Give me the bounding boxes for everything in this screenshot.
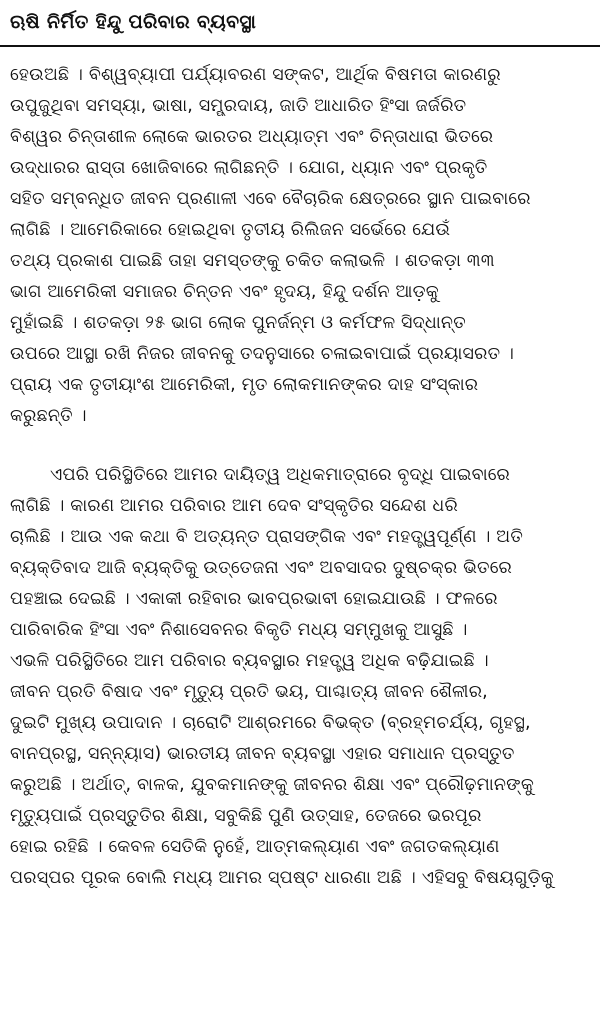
text-line: ଦୁଇଟି ମୁଖ୍ୟ ଉପାଦାନ । ଚାରୋଟି ଆଶ୍ରମରେ ବିଭକ୍ତ (ବ୍ରହ୍ମଚର୍ଯ୍ୟ, ଗୃହସ୍ଥ, — [10, 713, 531, 733]
text-line: ପରସ୍ପର ପୂରକ ବୋଲି ମଧ୍ୟ ଆମର ସ୍ପଷ୍ଟ ଧାରଣା ଅଛି । ଏହିସବୁ ବିଷୟଗୁଡ଼ିକୁ — [10, 868, 554, 888]
text-line: କରୁଛନ୍ତି । — [10, 406, 87, 426]
page-title: ଋଷି ନିର୍ମିତ ହିନ୍ଦୁ ପରିବାର ବ୍ୟବସ୍ଥା — [10, 11, 257, 33]
text-line: ପାରିବାରିକ ହିଂସା ଏବଂ ନିଶାସେବନର ବିକୃତି ମଧ୍ୟ ସମ୍ମୁଖକୁ ଆସୁଛି । — [10, 620, 468, 640]
text-line: ବିଶ୍ୱର ଚିନ୍ତାଶୀଳ ଲୋକେ ଭାରତର ଅଧ୍ୟାତ୍ମ ଏବଂ ଚିନ୍ତାଧାରା ଭିତରେ — [10, 127, 494, 147]
paragraph-1 — [10, 60, 592, 432]
text-line: ମୁହାଁଇଛି । ଶତକଡ଼ା ୨୫ ଭାଗ ଲୋକ ପୁନର୍ଜନ୍ମ ଓ କର୍ମଫଳ ସିଦ୍ଧାନ୍ତ — [10, 313, 466, 333]
text-line: ଲାଗିଛି । ଆମେରିକାରେ ହୋଇଥିବା ତୃତୀୟ ରିଲିଜନ ସର୍ଭେରେ ଯେଉଁ — [10, 220, 451, 240]
text-line: ଭାଗ ଆମେରିକୀ ସମାଜର ଚିନ୍ତନ ଏବଂ ହୃଦୟ, ହିନ୍ଦୁ ଦର୍ଶନ ଆଡ଼କୁ — [10, 282, 439, 302]
text-line: ଉଦ୍ଧାରର ରାସ୍ତା ଖୋଜିବାରେ ଲାଗିଛନ୍ତି । ଯୋଗ, ଧ୍ୟାନ ଏବଂ ପ୍ରକୃତି — [10, 158, 488, 178]
text-line: ବାନପ୍ରସ୍ଥ, ସନ୍ନ୍ୟାସ) ଭାରତୀୟ ଜୀବନ ବ୍ୟବସ୍ଥା ଏହାର ସମାଧାନ ପ୍ରସ୍ତୁତ — [10, 744, 515, 764]
text-line: ତଥ୍ୟ ପ୍ରକାଶ ପାଇଛି ତାହା ସମସ୍ତଙ୍କୁ ଚକିତ କଲାଭଳି । ଶତକଡ଼ା ୩୩ — [10, 251, 495, 271]
body-text — [10, 60, 592, 894]
text-line: ଏପରି ପରିସ୍ଥିତିରେ ଆମର ଦାୟିତ୍ୱ ଅଧିକମାତ୍ରାରେ ବୃଦ୍ଧି ପାଇବାରେ — [50, 465, 511, 485]
text-line: ଚାଲିଛି । ଆଉ ଏକ କଥା ବି ଅତ୍ୟନ୍ତ ପ୍ରାସଙ୍ଗିକ ଏବଂ ମହତ୍ତ୍ୱପୂର୍ଣ୍ଣ । ଅତି — [10, 527, 523, 547]
paragraph-2 — [10, 460, 592, 894]
text-line: ମୃତ୍ୟୁପାଇଁ ପ୍ରସ୍ତୁତିର ଶିକ୍ଷା, ସବୁକିଛି ପୁଣି ଉତ୍ସାହ, ତେଜରେ ଭରପୂର — [10, 806, 482, 826]
text-line: ହୋଇ ରହିଛି । କେବଳ ସେତିକି ନୁହେଁ, ଆତ୍ମକଲ୍ୟାଣ ଏବଂ ଜଗତକଲ୍ୟାଣ — [10, 837, 500, 857]
text-line: ଲାଗିଛି । କାରଣ ଆମର ପରିବାର ଆମ ଦେବ ସଂସ୍କୃତିର ସନ୍ଦେଶ ଧରି — [10, 496, 458, 516]
text-line: ଏଭଳି ପରିସ୍ଥିତିରେ ଆମ ପରିବାର ବ୍ୟବସ୍ଥାର ମହତ୍ତ୍ୱ ଅଧିକ ବଢ଼ିଯାଇଛି । — [10, 651, 489, 671]
text-line: ଜୀବନ ପ୍ରତି ବିଷାଦ ଏବଂ ମୃତ୍ୟୁ ପ୍ରତି ଭୟ, ପାଶ୍ଚାତ୍ୟ ଜୀବନ ଶୈଳୀର, — [10, 682, 488, 702]
text-line: ଉପରେ ଆସ୍ଥା ରଖି ନିଜର ଜୀବନକୁ ତଦନୁସାରେ ଚଳାଇବାପାଇଁ ପ୍ରୟାସରତ । — [10, 344, 515, 364]
text-line: ପ୍ରାୟ ଏକ ତୃତୀୟାଂଶ ଆମେରିକୀ, ମୃତ ଲୋକମାନଙ୍କର ଦାହ ସଂସ୍କାର — [10, 375, 479, 395]
text-line: ପହଞ୍ଚାଇ ଦେଇଛି । ଏକାକୀ ରହିବାର ଭାବପ୍ରଭାବୀ ହୋଇଯାଉଛି । ଫଳରେ — [10, 589, 498, 609]
paragraph-spacer — [10, 432, 592, 460]
text-line: ଉପୁଜୁଥିବା ସମସ୍ୟା, ଭାଷା, ସମ୍ପ୍ରଦାୟ, ଜାତି ଆଧାରିତ ହିଂସା ଜର୍ଜରିତ — [10, 96, 467, 116]
text-line: ହେଉଅଛି । ବିଶ୍ୱବ୍ୟାପୀ ପର୍ଯ୍ୟାବରଣ ସଙ୍କଟ, ଆର୍ଥିକ ବିଷମତା କାରଣରୁ — [10, 65, 501, 85]
header-divider — [0, 45, 600, 47]
text-line: କରୁଅଛି । ଅର୍ଥାତ୍, ବାଳକ, ଯୁବକମାନଙ୍କୁ ଜୀବନର ଶିକ୍ଷା ଏବଂ ପ୍ରୌଢ଼ମାନଙ୍କୁ — [10, 775, 534, 795]
text-line: ସହିତ ସମ୍ବନ୍ଧିତ ଜୀବନ ପ୍ରଣାଳୀ ଏବେ ବୈଚାରିକ କ୍ଷେତ୍ରରେ ସ୍ଥାନ ପାଇବାରେ — [10, 189, 531, 209]
text-line: ବ୍ୟକ୍ତିବାଦ ଆଜି ବ୍ୟକ୍ତିକୁ ଉତ୍ତେଜନା ଏବଂ ଅବସାଦର ଦୁଷ୍ଚକ୍ର ଭିତରେ — [10, 558, 512, 578]
page-header — [0, 0, 600, 46]
